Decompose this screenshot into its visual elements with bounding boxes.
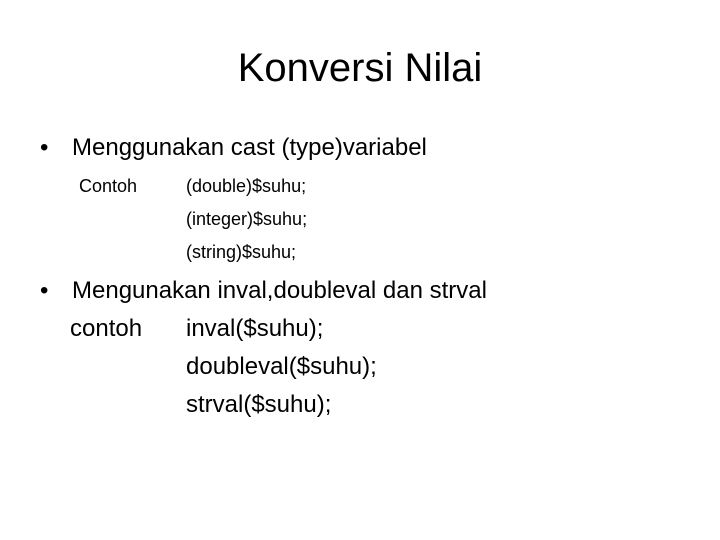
bullet-functions — [40, 276, 487, 306]
code-line: strval($suhu); — [186, 391, 332, 418]
code-line: (double)$suhu; — [186, 176, 307, 196]
bullet-cast — [40, 133, 427, 163]
bullet-text: Mengunakan inval,doubleval dan strval — [72, 277, 487, 304]
example-list-cast — [186, 175, 307, 274]
example-label-functions: contoh — [70, 315, 143, 342]
code-line: inval($suhu); — [186, 315, 324, 342]
bullet-dot: • — [40, 277, 49, 304]
bullet-text: Menggunakan cast (type)variabel — [72, 134, 427, 161]
code-line: (string)$suhu; — [186, 242, 297, 262]
bullet-dot: • — [40, 134, 49, 161]
example-list-functions — [186, 314, 377, 428]
code-line: doubleval($suhu); — [186, 353, 377, 380]
slide-title: Konversi Nilai — [237, 46, 483, 90]
example-label-cast: Contoh — [79, 176, 138, 196]
code-line: (integer)$suhu; — [186, 209, 308, 229]
